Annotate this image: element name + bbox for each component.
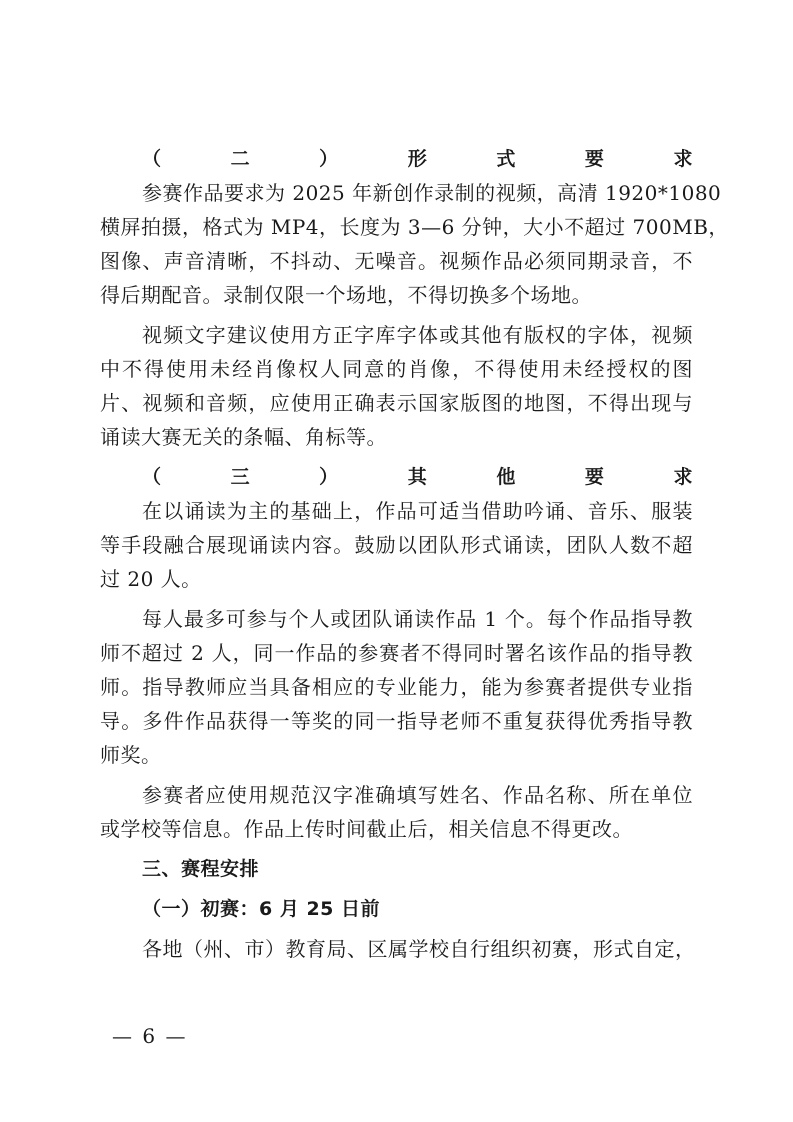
text-line: 每人最多可参与个人或团队诵读作品 1 个。每个作品指导教 <box>142 607 693 631</box>
text-line: 得后期配音。录制仅限一个场地，不得切换多个场地。 <box>100 283 592 307</box>
text-line: 中不得使用未经肖像权人同意的肖像，不得使用未经授权的图 <box>100 357 693 381</box>
text-line: 参赛作品要求为 2025 年新创作录制的视频，高清 1920*1080 <box>142 181 722 205</box>
text-line: 片、视频和音频，应使用正确表示国家版图的地图，不得出现与 <box>100 391 693 415</box>
text-line: 图像、声音清晰，不抖动、无噪音。视频作品必须同期录音，不 <box>100 249 693 273</box>
text-line: 各地（州、市）教育局、区属学校自行组织初赛，形式自定， <box>142 937 696 961</box>
text-line: 视频文字建议使用方正字库字体或其他有版权的字体，视频 <box>142 323 693 347</box>
text-line: 或学校等信息。作品上传时间截止后，相关信息不得更改。 <box>100 817 633 841</box>
paragraph-other-2 <box>100 602 693 772</box>
section-heading-other-requirements: （三）其他要求 <box>142 466 693 488</box>
page-number: — 6 — <box>112 1024 188 1048</box>
sub-heading-preliminary: （一）初赛：6 月 25 日前 <box>142 898 381 920</box>
paragraph-other-1 <box>100 494 693 596</box>
text-line: 师。指导教师应当具备相应的专业能力，能为参赛者提供专业指 <box>100 675 693 699</box>
text-line: 横屏拍摄，格式为 MP4，长度为 3—6 分钟，大小不超过 700MB， <box>100 215 729 239</box>
text-line: 等手段融合展现诵读内容。鼓励以团队形式诵读，团队人数不超 <box>100 533 693 557</box>
text-line: 师不超过 2 人，同一作品的参赛者不得同时署名该作品的指导教 <box>100 641 693 665</box>
text-line: 在以诵读为主的基础上，作品可适当借助吟诵、音乐、服装 <box>142 499 693 523</box>
paragraph-form-2 <box>100 318 693 454</box>
text-line: 诵读大赛无关的条幅、角标等。 <box>100 425 387 449</box>
section-heading-form-requirements: （二）形式要求 <box>142 148 693 170</box>
paragraph-form-1 <box>100 176 729 312</box>
text-line: 导。多件作品获得一等奖的同一指导老师不重复获得优秀指导教 <box>100 709 693 733</box>
text-line: 师奖。 <box>100 743 162 767</box>
main-heading-schedule: 三、赛程安排 <box>142 858 260 880</box>
paragraph-other-3 <box>100 778 693 846</box>
document-body <box>100 142 729 966</box>
text-line: 参赛者应使用规范汉字准确填写姓名、作品名称、所在单位 <box>142 783 693 807</box>
text-line: 过 20 人。 <box>100 567 202 591</box>
